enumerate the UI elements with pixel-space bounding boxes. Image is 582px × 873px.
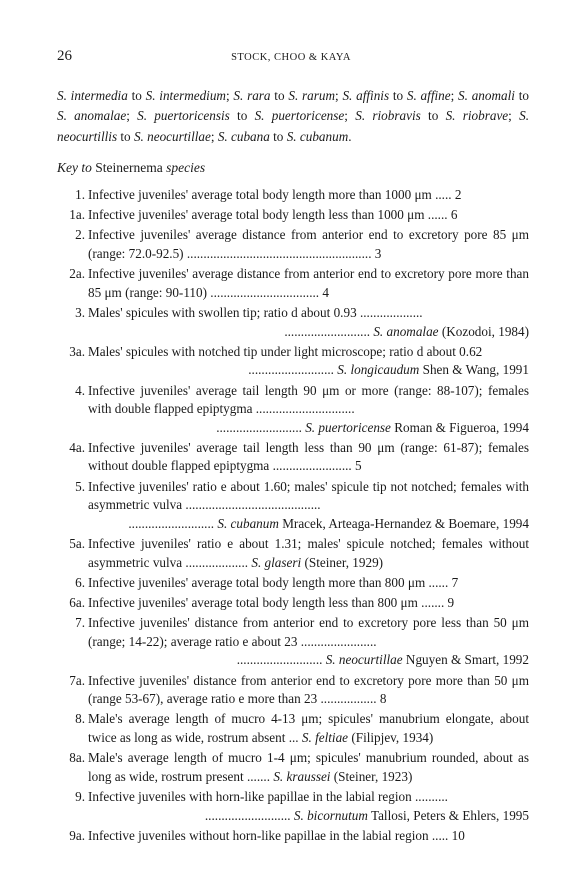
entry-body bbox=[88, 343, 529, 380]
entry-body bbox=[88, 672, 529, 709]
entry-body bbox=[88, 304, 529, 341]
entry-body bbox=[88, 827, 529, 846]
dot-leader: .......................... bbox=[284, 323, 371, 339]
entry-body bbox=[88, 710, 529, 747]
species-name: S. glaseri bbox=[251, 554, 302, 570]
intro-text: ; bbox=[334, 88, 343, 103]
entry-text: Infective juveniles' ratio e about 1.60; males' spicule tip not notched; females with asymmetric vulva ......................................... bbox=[88, 478, 529, 513]
key-entry bbox=[57, 265, 529, 302]
entry-body bbox=[88, 265, 529, 302]
species-name: S. anomali bbox=[458, 88, 515, 103]
species-name: S. rara bbox=[233, 88, 271, 103]
key-entry bbox=[57, 710, 529, 747]
key-entry bbox=[57, 382, 529, 438]
species-name: S. anomalae bbox=[57, 108, 127, 124]
species-authority: (Steiner, 1929) bbox=[301, 554, 384, 570]
entry-number: 7. bbox=[75, 615, 85, 631]
intro-text: to bbox=[420, 108, 446, 124]
intro-text: to bbox=[269, 128, 287, 144]
page-number: 26 bbox=[57, 48, 72, 64]
entry-text: Infective juveniles' average total body length less than 800 μm ....... 9 bbox=[88, 595, 455, 610]
key-entry bbox=[57, 226, 529, 263]
key-entry bbox=[57, 788, 529, 825]
species-authority: Shen & Wang, 1991 bbox=[419, 362, 529, 378]
species-name: S. cubanum bbox=[286, 128, 349, 144]
species-name: S. bicornutum bbox=[290, 807, 368, 823]
species-name: S. riobravis bbox=[355, 108, 421, 124]
species-authority: Nguyen & Smart, 1992 bbox=[402, 652, 529, 668]
entry-number: 5. bbox=[75, 478, 85, 494]
entry-number: 3a. bbox=[69, 343, 85, 359]
entry-body bbox=[88, 594, 529, 613]
entry-number: 1a. bbox=[69, 207, 85, 223]
entry-number: 8. bbox=[75, 711, 85, 727]
key-entry bbox=[57, 343, 529, 380]
entry-text: Infective juveniles' ratio e about 1.31; males' spicule notched; females without asymmetric vulva ................... bbox=[88, 536, 529, 570]
entry-number: 9a. bbox=[69, 827, 85, 843]
species-name: S. neocurtillae bbox=[133, 128, 211, 144]
entry-body bbox=[88, 614, 529, 670]
intro-text: ; bbox=[210, 128, 218, 144]
key-heading-prefix: Key to bbox=[57, 160, 96, 175]
intro-text: to bbox=[389, 88, 407, 103]
entry-text: Infective juveniles' average tail length less than 90 μm (range: 61-87); females without double flapped epiptygma ........................ 5 bbox=[88, 439, 529, 474]
species-name: S. anomalae bbox=[370, 323, 439, 339]
entry-number: 7a. bbox=[69, 672, 85, 688]
species-name: S. intermedium bbox=[145, 88, 226, 103]
species-name: S. intermedia bbox=[57, 88, 128, 103]
entry-number: 4a. bbox=[69, 439, 85, 455]
running-head: STOCK, CHOO & KAYA bbox=[231, 52, 351, 63]
dot-leader: .......................... bbox=[216, 419, 302, 435]
species-name: S. kraussei bbox=[273, 768, 331, 784]
species-name: S. feltiae bbox=[301, 729, 349, 745]
key-entry bbox=[57, 206, 529, 225]
entry-text: Infective juveniles' average distance from anterior end to excretory pore 85 μm (range: 72.0-92.5) ........................................................ 3 bbox=[88, 227, 529, 261]
entry-text: Males' spicules with swollen tip; ratio d about 0.93 ................... bbox=[88, 304, 423, 320]
entry-text: Infective juveniles' distance from anterior end to excretory pore less than 50 μm (range; 14-22); average ratio e about 23 ....................... bbox=[88, 615, 529, 649]
species-name: S. puertoricensis bbox=[137, 108, 230, 124]
species-line bbox=[88, 651, 529, 670]
species-line bbox=[88, 323, 529, 342]
species-name: S. longicaudum bbox=[333, 362, 420, 378]
intro-text: to bbox=[270, 88, 289, 103]
intro-text: ; bbox=[225, 88, 234, 103]
species-name: S. affinis bbox=[342, 88, 390, 103]
key-entry bbox=[57, 749, 529, 786]
entry-text: Infective juveniles' average distance from anterior end to excretory pore more than 85 μm (range: 90-110) ................................. 4 bbox=[88, 266, 529, 300]
entry-number: 6a. bbox=[69, 595, 85, 610]
key-heading-suffix: species bbox=[162, 160, 206, 175]
intro-text: to bbox=[117, 128, 134, 144]
species-name: S. cubana bbox=[217, 128, 270, 144]
entry-number: 8a. bbox=[69, 750, 85, 766]
entry-text: Infective juveniles' average total body length more than 800 μm ...... 7 bbox=[88, 574, 459, 590]
entry-text: Male's average length of mucro 4-13 μm; spicules' manubrium elongate, about twice as long as wide, rostrum absent ... bbox=[88, 711, 529, 745]
entry-text: Infective juveniles' average tail length 90 μm or more (range: 88-107); females with double flapped epiptygma .............................. bbox=[88, 382, 529, 417]
entry-body bbox=[88, 186, 529, 205]
species-authority: Roman & Figueroa, 1994 bbox=[390, 419, 529, 435]
entry-body bbox=[88, 382, 529, 438]
entry-number: 4. bbox=[75, 382, 85, 398]
intro-text: . bbox=[348, 128, 352, 144]
entry-body bbox=[88, 439, 529, 476]
entry-text: Infective juveniles with horn-like papillae in the labial region .......... bbox=[88, 788, 448, 804]
key-entry bbox=[57, 439, 529, 476]
entry-number: 5a. bbox=[69, 536, 85, 552]
species-authority: Mracek, Arteaga-Hernandez & Boemare, 1994 bbox=[278, 515, 529, 531]
dot-leader: .......................... bbox=[248, 362, 334, 378]
entry-text: Infective juveniles without horn-like papillae in the labial region ..... 10 bbox=[88, 827, 465, 843]
key-heading bbox=[57, 160, 205, 176]
key-entry bbox=[57, 672, 529, 709]
intro-text: ; bbox=[126, 108, 138, 124]
dot-leader: .......................... bbox=[128, 515, 215, 531]
entry-body bbox=[88, 478, 529, 534]
entry-body bbox=[88, 749, 529, 786]
species-name: S. rarum bbox=[288, 88, 335, 103]
species-line bbox=[88, 361, 529, 380]
entry-body bbox=[88, 206, 529, 225]
dot-leader: .......................... bbox=[204, 807, 291, 823]
species-line bbox=[88, 515, 529, 534]
species-name: S. affine bbox=[406, 88, 451, 103]
entry-text: Male's average length of mucro 1-4 μm; spicules' manubrium rounded, about as long as wide, rostrum present ....... bbox=[88, 750, 529, 784]
intro-text: to bbox=[229, 108, 255, 124]
entry-body bbox=[88, 574, 529, 593]
intro-text: ; bbox=[508, 108, 520, 124]
species-name: S. neocurtillae bbox=[322, 652, 403, 668]
entry-number: 3. bbox=[75, 304, 85, 320]
intro-text: to bbox=[127, 88, 146, 103]
entry-text: Infective juveniles' average total body length less than 1000 μm ...... 6 bbox=[88, 207, 458, 223]
species-name: S. puertoricense bbox=[301, 419, 391, 435]
key-entry bbox=[57, 535, 529, 572]
entry-number: 2a. bbox=[69, 266, 85, 282]
entry-number: 1. bbox=[75, 187, 85, 202]
species-name: S. cubanum bbox=[214, 515, 279, 531]
key-entry bbox=[57, 304, 529, 341]
intro-paragraph bbox=[57, 86, 529, 147]
entry-text: Infective juveniles' average total body length more than 1000 μm ..... 2 bbox=[88, 187, 462, 202]
entry-number: 6. bbox=[75, 574, 85, 590]
key-entry bbox=[57, 574, 529, 593]
species-authority: (Kozodoi, 1984) bbox=[438, 323, 529, 339]
entry-body bbox=[88, 788, 529, 825]
species-authority: (Steiner, 1923) bbox=[330, 768, 413, 784]
species-line bbox=[88, 807, 529, 826]
key-entry bbox=[57, 186, 529, 205]
key-entries bbox=[57, 186, 529, 847]
intro-text: ; bbox=[344, 108, 356, 124]
entry-text: Infective juveniles' distance from anterior end to excretory pore more than 50 μm (range 53-67), average ratio e more than 23 ................. 8 bbox=[88, 672, 529, 707]
entry-number: 9. bbox=[75, 788, 85, 804]
key-entry bbox=[57, 614, 529, 670]
species-authority: Tallosi, Peters & Ehlers, 1995 bbox=[367, 807, 529, 823]
intro-text: to bbox=[514, 88, 529, 103]
intro-text: ; bbox=[450, 88, 459, 103]
key-heading-genus: Steinernema bbox=[95, 160, 163, 175]
key-entry bbox=[57, 594, 529, 613]
entry-text: Males' spicules with notched tip under light microscope; ratio d about 0.62 bbox=[88, 343, 483, 359]
dot-leader: .......................... bbox=[236, 652, 323, 668]
entry-body bbox=[88, 226, 529, 263]
species-name: S. puertoricense bbox=[254, 108, 345, 124]
species-authority: (Filipjev, 1934) bbox=[348, 729, 434, 745]
entry-body bbox=[88, 535, 529, 572]
species-line bbox=[88, 419, 529, 438]
species-name: S. riobrave bbox=[445, 108, 509, 124]
key-entry bbox=[57, 478, 529, 534]
entry-number: 2. bbox=[75, 227, 85, 243]
species-name: S. neocurtillis bbox=[57, 108, 529, 144]
key-entry bbox=[57, 827, 529, 846]
